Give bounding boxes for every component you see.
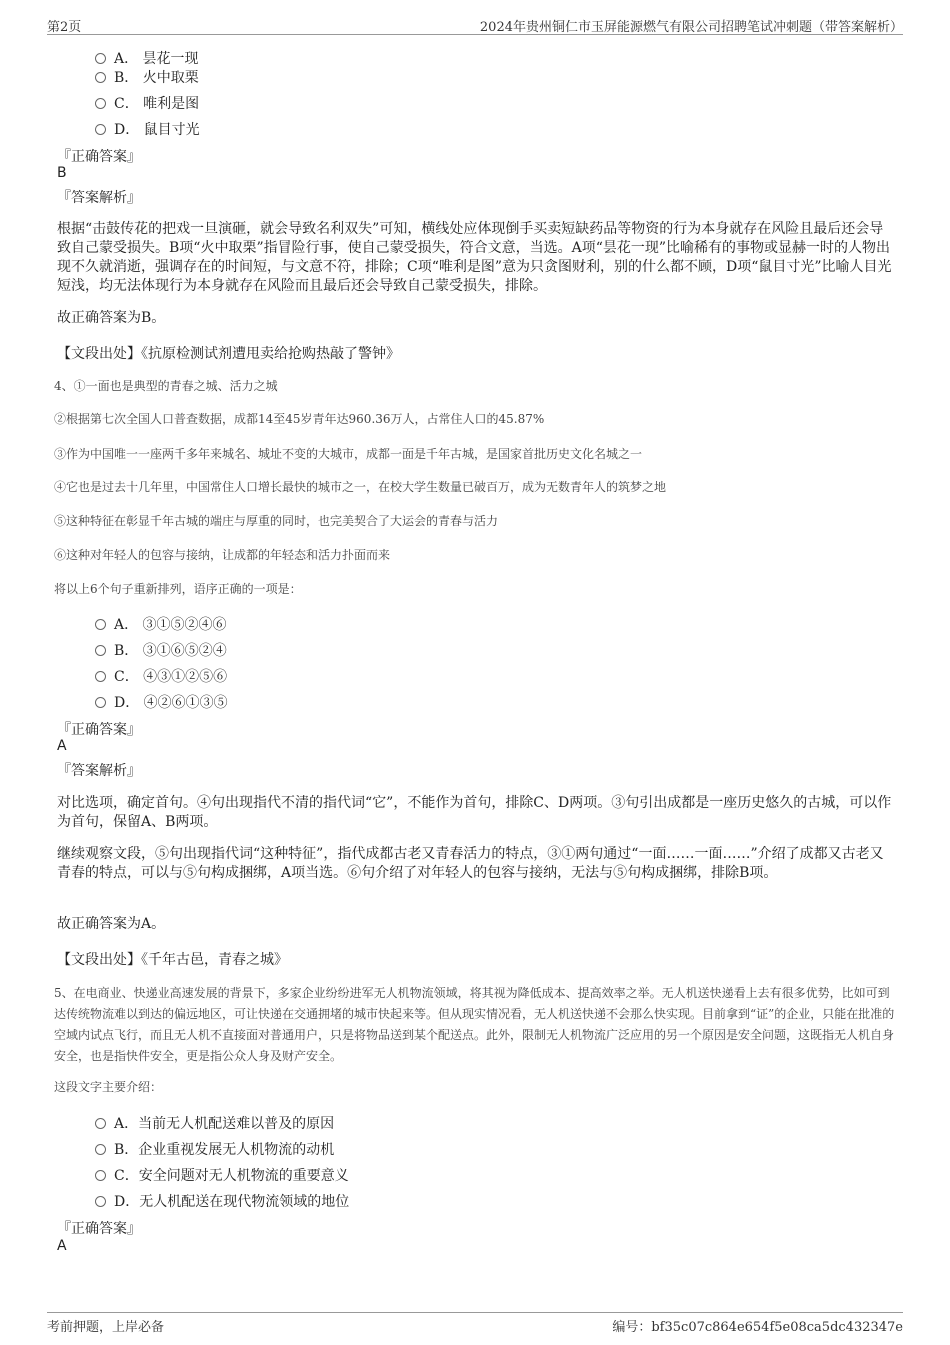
q5-question: 这段文字主要介绍： (54, 1080, 163, 1094)
q3-option-b[interactable]: B． 火中取栗 (95, 67, 199, 87)
radio-icon[interactable] (95, 619, 106, 630)
page-footer (47, 1312, 903, 1337)
q4-answer-label: 『正确答案』 (57, 722, 141, 738)
q4-sentence-2: ②根据第七次全国人口普查数据，成都14至45岁青年达960.36万人，占常住人口的45.87% (54, 412, 545, 426)
q5-answer-label: 『正确答案』 (57, 1221, 141, 1237)
q3-option-d[interactable]: D． 鼠目寸光 (95, 119, 200, 139)
q5-option-d[interactable]: D．无人机配送在现代物流领域的地位 (95, 1191, 349, 1211)
q3-analysis-label: 『答案解析』 (57, 190, 141, 206)
q5-option-b[interactable]: B．企业重视发展无人机物流的动机 (95, 1139, 334, 1159)
q4-analysis-1: 对比选项，确定首句。④句出现指代不清的指代词“它”，不能作为首句，排除C、D两项。③句引出成都是一座历史悠久的古城，可以作为首句，保留A、B两项。 (57, 795, 892, 830)
q3-answer-label: 『正确答案』 (57, 149, 141, 165)
q4-conclusion: 故正确答案为A。 (57, 916, 166, 932)
document-id: 编号：bf35c07c864e654f5e08ca5dc432347e (612, 1320, 903, 1335)
q4-option-a[interactable]: A． ③①⑤②④⑥ (95, 614, 227, 634)
q4-analysis-2: 继续观察文段，⑤句出现指代词“这种特征”，指代成都古老又青春活力的特点，③①两句通过“一面……一面……”介绍了成都又古老又青春的特点，可以与⑤句构成捆绑，A项当选。⑥句介绍了对年轻人的包容与接纳，无法与⑤句构成捆绑，排除B项。 (57, 846, 884, 881)
q4-sentence-6: ⑥这种对年轻人的包容与接纳，让成都的年轻态和活力扑面而来 (54, 548, 391, 562)
q4-option-b[interactable]: B． ③①⑥⑤②④ (95, 640, 227, 660)
radio-icon[interactable] (95, 53, 106, 64)
radio-icon[interactable] (95, 98, 106, 109)
q4-sentence-5: ⑤这种特征在彰显千年古城的端庄与厚重的同时，也完美契合了大运会的青春与活力 (54, 514, 499, 528)
radio-icon[interactable] (95, 72, 106, 83)
q4-analysis-label: 『答案解析』 (57, 763, 141, 779)
q4-option-d[interactable]: D． ④②⑥①③⑤ (95, 692, 228, 712)
radio-icon[interactable] (95, 124, 106, 135)
q5-answer: A (57, 1238, 67, 1254)
q3-conclusion: 故正确答案为B。 (57, 310, 166, 326)
q4-option-c[interactable]: C． ④③①②⑤⑥ (95, 666, 227, 686)
q3-source: 【文段出处】《抗原检测试剂遭甩卖给抢购热敲了警钟》 (57, 346, 400, 362)
q4-sentence-3: ③作为中国唯一一座两千多年来城名、城址不变的大城市，成都一面是千年古城，是国家首批历史文化名城之一 (54, 447, 643, 461)
footer-slogan: 考前押题，上岸必备 (47, 1320, 165, 1335)
q5-passage: 5、在电商业、快递业高速发展的背景下，多家企业纷纷进军无人机物流领域，将其视为降低成本、提高效率之举。无人机送快递看上去有很多优势，比如可到达传统物流难以到达的偏远地区，可让快递在交通拥堵的城市快起来等。但从现实情况看，无人机送快递不会那么快实现。目前拿到“证”的企业，只能在批准的空域内试点飞行，而且无人机不直接面对普通用户，只是将物品送到某个配送点。此外，限制无人机物流广泛应用的另一个原因是安全问题，这既指无人机自身安全，也是指快件安全，更是指公众人身及财产安全。 (54, 986, 895, 1063)
q3-answer: B (57, 165, 67, 181)
q4-question: 将以上6个句子重新排列，语序正确的一项是： (54, 582, 302, 596)
radio-icon[interactable] (95, 1170, 106, 1181)
page-header (47, 14, 903, 35)
radio-icon[interactable] (95, 1196, 106, 1207)
q4-sentence-1: 4、①一面也是典型的青春之城、活力之城 (54, 379, 278, 393)
document-title: 2024年贵州铜仁市玉屏能源燃气有限公司招聘笔试冲刺题（带答案解析） (479, 20, 903, 35)
radio-icon[interactable] (95, 671, 106, 682)
q3-option-a[interactable]: A． 昙花一现 (95, 48, 199, 68)
q4-sentence-4: ④它也是过去十几年里，中国常住人口增长最快的城市之一，在校大学生数量已破百万，成为无数青年人的筑梦之地 (54, 480, 667, 494)
q5-option-c[interactable]: C．安全问题对无人机物流的重要意义 (95, 1165, 349, 1185)
q4-source: 【文段出处】《千年古邑，青春之城》 (57, 952, 288, 968)
q5-option-a[interactable]: A．当前无人机配送难以普及的原因 (95, 1113, 334, 1133)
radio-icon[interactable] (95, 1118, 106, 1129)
q3-analysis: 根据“击鼓传花的把戏一旦演砸，就会导致名利双失”可知，横线处应体现倒手买卖短缺药品等物资的行为本身就存在风险且最后还会导致自己蒙受损失。B项“火中取栗”指冒险行事，使自己蒙受损失，符合文意，当选。A项“昙花一现”比喻稀有的事物或显赫一时的人物出现不久就消逝，强调存在的时间短，与文意不符，排除；C项“唯利是图”意为只贪图财利，别的什么都不顾，D项“鼠目寸光”比喻人目光短浅，均无法体现行为本身就存在风险而且最后还会导致自己蒙受损失，排除。 (57, 221, 892, 294)
radio-icon[interactable] (95, 645, 106, 656)
page-number: 第2页 (47, 20, 82, 35)
q4-answer: A (57, 738, 67, 754)
q3-option-c[interactable]: C． 唯利是图 (95, 93, 199, 113)
radio-icon[interactable] (95, 1144, 106, 1155)
radio-icon[interactable] (95, 697, 106, 708)
